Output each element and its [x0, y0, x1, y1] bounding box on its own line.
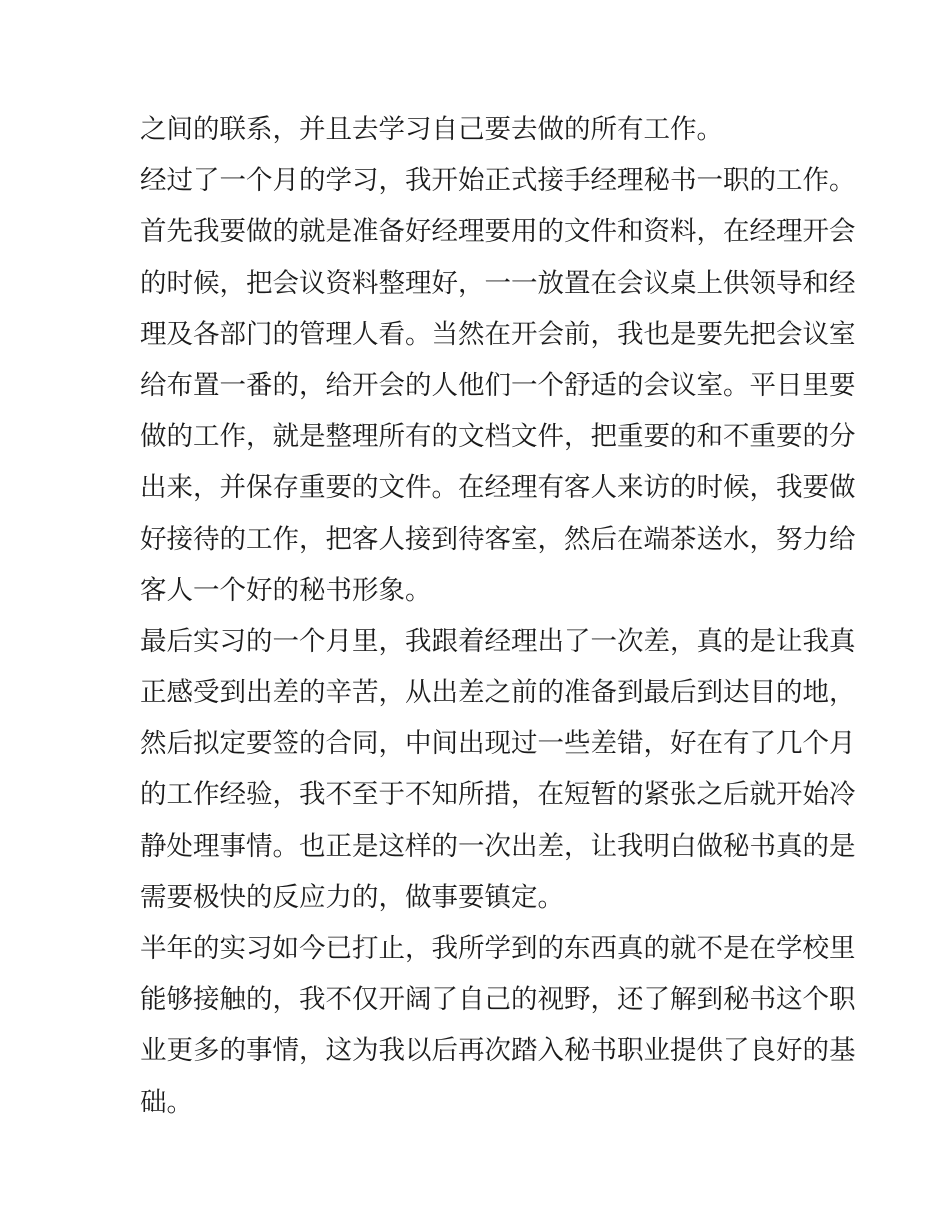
- text-line: 出来，并保存重要的文件。在经理有客人来访的时候，我要做: [140, 472, 856, 504]
- text-line: 之间的联系，并且去学习自己要去做的所有工作。: [140, 114, 723, 145]
- text-line: 给布置一番的，给开会的人他们一个舒适的会议室。平日里要: [140, 369, 856, 401]
- text-line: 然后拟定要签的合同，中间出现过一些差错，好在有了几个月: [140, 728, 856, 760]
- text-line: 首先我要做的就是准备好经理要用的文件和资料，在经理开会: [140, 216, 856, 248]
- document-body: [140, 104, 856, 1128]
- text-line: 的时候，把会议资料整理好，一一放置在会议桌上供领导和经: [140, 267, 856, 299]
- text-line: 做的工作，就是整理所有的文档文件，把重要的和不重要的分: [140, 421, 856, 453]
- text-line: 最后实习的一个月里，我跟着经理出了一次差，真的是让我真: [140, 625, 856, 657]
- text-line: 好接待的工作，把客人接到待客室，然后在端茶送水，努力给: [140, 523, 856, 555]
- text-line: 础。: [140, 1086, 193, 1118]
- text-line: 正感受到出差的辛苦，从出差之前的准备到最后到达目的地，: [140, 677, 856, 709]
- text-line: 的工作经验，我不至于不知所措，在短暂的紧张之后就开始冷: [140, 779, 856, 811]
- text-line: 半年的实习如今已打止，我所学到的东西真的就不是在学校里: [140, 933, 856, 964]
- text-line: 静处理事情。也正是这样的一次出差，让我明白做秘书真的是: [140, 830, 856, 862]
- text-line: 能够接触的，我不仅开阔了自己的视野，还了解到秘书这个职: [140, 984, 856, 1016]
- text-line: 客人一个好的秘书形象。: [140, 574, 432, 606]
- text-line: 理及各部门的管理人看。当然在开会前，我也是要先把会议室: [140, 318, 856, 350]
- text-line: 经过了一个月的学习，我开始正式接手经理秘书一职的工作。: [140, 165, 856, 197]
- text-line: 业更多的事情，这为我以后再次踏入秘书职业提供了良好的基: [140, 1035, 856, 1067]
- text-line: 需要极快的反应力的，做事要镇定。: [140, 881, 564, 913]
